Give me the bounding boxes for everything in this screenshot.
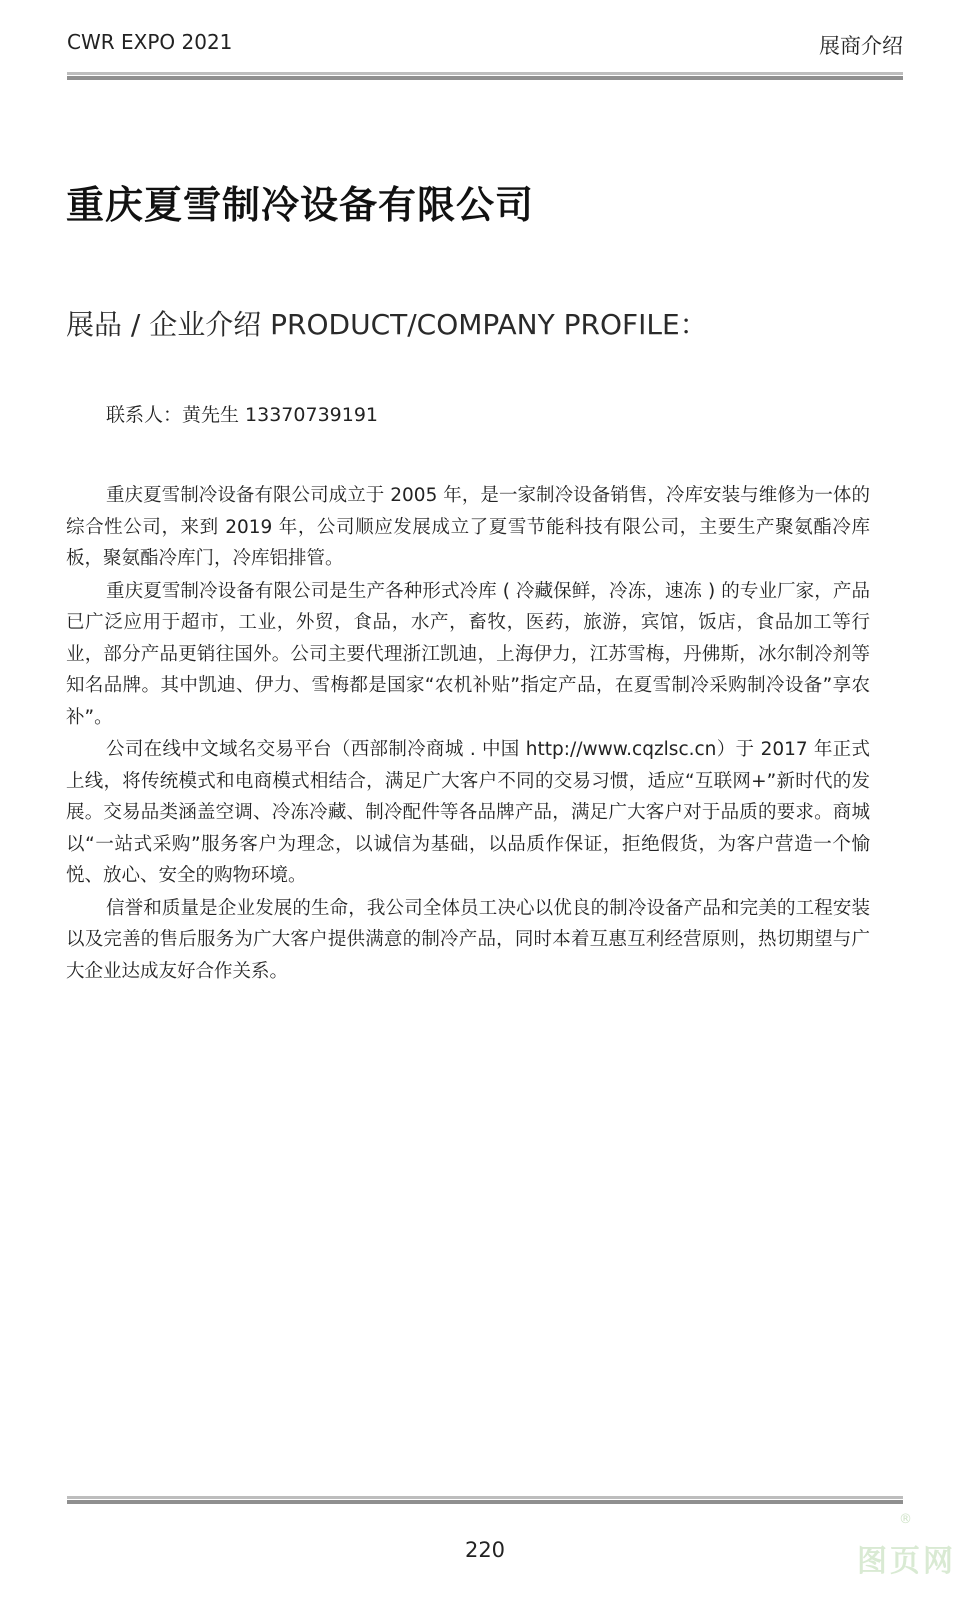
- page-header: [67, 30, 903, 70]
- company-title: 重庆夏雪制冷设备有限公司: [66, 183, 535, 227]
- expo-name: CWR EXPO 2021: [67, 30, 233, 54]
- profile-paragraph: 重庆夏雪制冷设备有限公司成立于 2005 年，是一家制冷设备销售，冷库安装与维修为一体的综合性公司，来到 2019 年，公司顺应发展成立了夏雪节能科技有限公司，主要生产聚氨酯冷库板，聚氨酯冷库门，冷库铝排管。: [66, 485, 870, 569]
- profile-paragraph: 重庆夏雪制冷设备有限公司是生产各种形式冷库 ( 冷藏保鲜，冷冻，速冻 ) 的专业厂家，产品已广泛应用于超市，工业，外贸，食品，水产，畜牧，医药，旅游，宾馆，饭店，食品加工等行业，部分产品更销往国外。公司主要代理浙江凯迪，上海伊力，江苏雪梅，丹佛斯，冰尔制冷剂等知名品牌。其中凯迪、伊力、雪梅都是国家“农机补贴”指定产品，在夏雪制冷采购制冷设备”享农补”。: [66, 580, 870, 728]
- header-rule: [67, 72, 903, 80]
- section-label: 展商介绍: [819, 34, 903, 58]
- section-heading: 展品 / 企业介绍 PRODUCT/COMPANY PROFILE：: [66, 308, 708, 341]
- watermark-registered-mark: ®: [899, 1512, 912, 1527]
- profile-paragraph: 公司在线中文域名交易平台（西部制冷商城 . 中国 http://www.cqzlsc.cn）于 2017 年正式上线，将传统模式和电商模式相结合，满足广大客户不同的交易习惯，适应“互联网+”新时代的发展。交易品类涵盖空调、冷冻冷藏、制冷配件等各品牌产品，满足广大客户对于品质的要求。商城以“一站式采购”服务客户为理念，以诚信为基础，以品质作保证，拒绝假货，为客户营造一个愉悦、放心、安全的购物环境。: [66, 739, 870, 886]
- profile-body: [66, 480, 870, 988]
- watermark-logo: 图页网: [857, 1544, 956, 1579]
- footer-rule: [67, 1496, 903, 1504]
- page-number: 220: [464, 1538, 506, 1562]
- contact-line: 联系人：黄先生 13370739191: [106, 404, 379, 426]
- profile-paragraph: 信誉和质量是企业发展的生命，我公司全体员工决心以优良的制冷设备产品和完美的工程安装以及完善的售后服务为广大客户提供满意的制冷产品，同时本着互惠互利经营原则，热切期望与广大企业达成友好合作关系。: [66, 897, 870, 982]
